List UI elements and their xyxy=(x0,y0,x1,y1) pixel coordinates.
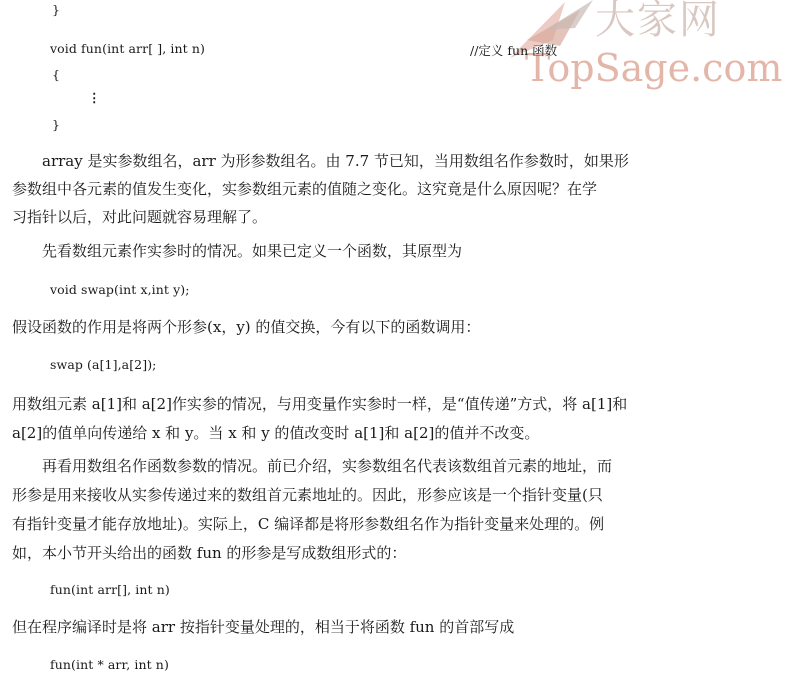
code-fun-pointer-form: fun(int * arr, int n) xyxy=(50,657,169,672)
paragraph-line: array 是实参数组名，arr 为形参数组名。由 7.7 节已知，当用数组名作参数时，如果形 xyxy=(42,152,629,170)
paragraph-line: 形参是用来接收从实参传递过来的数组首元素地址的。因此，形参应该是一个指针变量(只 xyxy=(12,486,603,504)
paragraph-line: a[2]的值单向传递给 x 和 y。当 x 和 y 的值改变时 a[1]和 a[2]的值并不改变。 xyxy=(12,424,540,442)
code-line-close-brace: } xyxy=(52,2,61,17)
paragraph-line: 习指针以后，对此问题就容易理解了。 xyxy=(12,208,268,226)
paragraph-line: 先看数组元素作实参时的情况。如果已定义一个函数，其原型为 xyxy=(42,242,463,260)
code-swap-prototype: void swap(int x,int y); xyxy=(50,282,190,297)
paragraph-line: 如，本小节开头给出的函数 fun 的形参是写成数组形式的： xyxy=(12,544,407,562)
code-line-open-brace: { xyxy=(52,67,61,82)
code-line-close-brace-2: } xyxy=(52,117,61,132)
paragraph-line: 假设函数的作用是将两个形参(x，y) 的值交换，今有以下的函数调用： xyxy=(12,318,481,336)
code-line-ellipsis: ⋮ xyxy=(88,90,101,105)
code-line-fun-signature: void fun(int arr[ ], int n) xyxy=(50,41,205,56)
code-swap-call: swap (a[1],a[2]); xyxy=(50,357,157,372)
paragraph-line: 用数组元素 a[1]和 a[2]作实参的情况，与用变量作实参时一样，是“值传递”方式，将 a[1]和 xyxy=(12,395,628,413)
paragraph-line: 但在程序编译时是将 arr 按指针变量处理的，相当于将函数 fun 的首部写成 xyxy=(12,618,515,636)
watermark-cn-text: 大家网 xyxy=(595,0,721,43)
watermark-en-text: TopSage.com xyxy=(525,46,783,90)
paragraph-line: 再看用数组名作函数参数的情况。前已介绍，实参数组名代表该数组首元素的地址，而 xyxy=(42,457,613,475)
paragraph-line: 参数组中各元素的值发生变化，实参数组元素的值随之变化。这究竟是什么原因呢？在学 xyxy=(12,180,598,198)
paragraph-line: 有指针变量才能存放地址)。实际上，C 编译都是将形参数组名作为指针变量来处理的。例 xyxy=(12,515,605,533)
code-fun-array-form: fun(int arr[], int n) xyxy=(50,582,170,597)
code-comment: //定义 fun 函数 xyxy=(470,43,558,58)
